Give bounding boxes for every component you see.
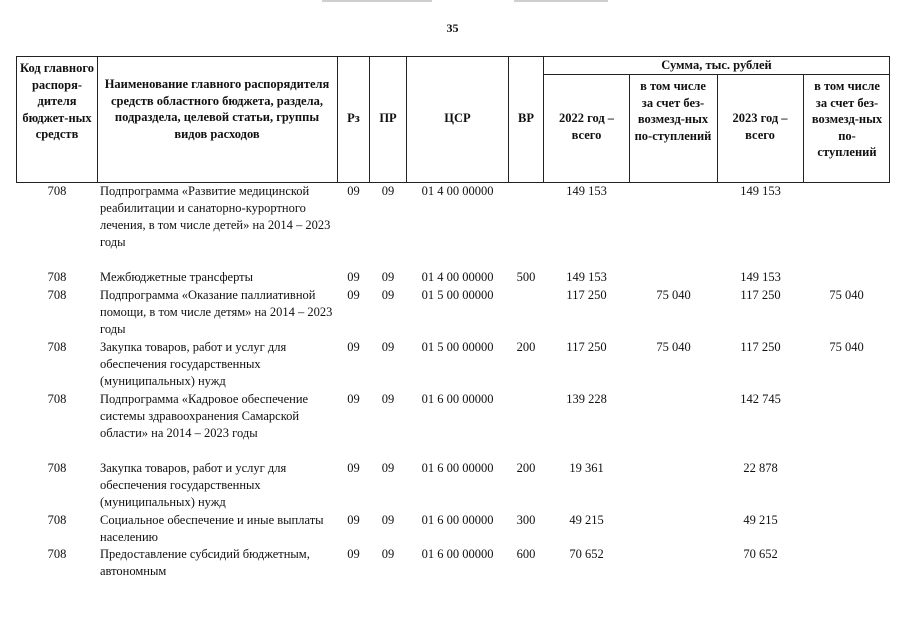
cell-csr: 01 6 00 00000 <box>421 547 494 561</box>
cell-code: 708 <box>47 184 67 198</box>
cell-2023-total: 142 745 <box>740 392 781 406</box>
cell-2023-total: 49 215 <box>743 513 778 527</box>
scan-artifact <box>322 0 432 2</box>
cell-2022-free: 75 040 <box>656 288 691 302</box>
cell-vr: 300 <box>516 513 536 527</box>
cell-csr: 01 6 00 00000 <box>421 461 494 475</box>
cell-code: 708 <box>47 461 67 475</box>
col-border <box>889 56 890 183</box>
header-rz: Рз <box>347 111 360 125</box>
cell-code: 708 <box>47 288 67 302</box>
cell-name: Подпрограмма «Развитие медицинской реабилитации и санаторно-курортного лечения, в том числе детей» на 2014 – 2023 годы <box>100 184 331 249</box>
cell-name: Закупка товаров, работ и услуг для обеспечения государственных (муниципальных) нужд <box>100 461 287 509</box>
cell-2023-total: 22 878 <box>743 461 778 475</box>
cell-vr: 500 <box>516 270 536 284</box>
cell-csr: 01 6 00 00000 <box>421 513 494 527</box>
cell-2022-total: 117 250 <box>566 288 607 302</box>
cell-2023-free: 75 040 <box>829 288 864 302</box>
cell-name: Предоставление субсидий бюджетным, автономным <box>100 547 310 578</box>
cell-2022-total: 117 250 <box>566 340 607 354</box>
cell-2023-free: 75 040 <box>829 340 864 354</box>
cell-pr: 09 <box>381 288 395 302</box>
cell-2022-total: 149 153 <box>566 184 607 198</box>
cell-name: Социальное обеспечение и иные выплаты населению <box>100 513 324 544</box>
cell-rz: 09 <box>347 392 360 406</box>
cell-2022-total: 19 361 <box>569 461 604 475</box>
cell-pr: 09 <box>381 392 395 406</box>
cell-code: 708 <box>47 270 67 284</box>
cell-name: Подпрограмма «Оказание паллиативной помощи, в том числе детям» на 2014 – 2023 годы <box>100 288 333 336</box>
cell-2022-total: 49 215 <box>569 513 604 527</box>
cell-pr: 09 <box>381 513 395 527</box>
cell-name: Закупка товаров, работ и услуг для обеспечения государственных (муниципальных) нужд <box>100 340 287 388</box>
cell-vr: 600 <box>516 547 536 561</box>
cell-pr: 09 <box>381 547 395 561</box>
cell-pr: 09 <box>381 461 395 475</box>
col-border <box>543 56 544 183</box>
cell-csr: 01 6 00 00000 <box>421 392 494 406</box>
cell-name: Подпрограмма «Кадровое обеспечение системы здравоохранения Самарской области» на 2014 – 2023 годы <box>100 392 309 440</box>
scan-artifact <box>514 0 608 2</box>
cell-rz: 09 <box>347 270 360 284</box>
cell-code: 708 <box>47 340 67 354</box>
cell-2022-total: 70 652 <box>569 547 604 561</box>
header-name: Наименование главного распорядителя средств областного бюджета, раздела, подраздела, целевой статьи, группы видов расходов <box>104 77 330 141</box>
cell-csr: 01 4 00 00000 <box>421 184 494 198</box>
cell-code: 708 <box>47 392 67 406</box>
cell-2023-total: 149 153 <box>740 184 781 198</box>
cell-csr: 01 5 00 00000 <box>421 340 494 354</box>
cell-code: 708 <box>47 547 67 561</box>
cell-2023-total: 117 250 <box>740 288 781 302</box>
cell-rz: 09 <box>347 184 360 198</box>
header-vr: ВР <box>518 111 534 125</box>
page-number: 35 <box>446 21 459 35</box>
cell-rz: 09 <box>347 461 360 475</box>
header-2023-free: в том числе за счет без-возмезд-ных по-ступлений <box>811 79 883 159</box>
header-pr: ПР <box>379 111 397 125</box>
cell-csr: 01 5 00 00000 <box>421 288 494 302</box>
cell-pr: 09 <box>381 340 395 354</box>
cell-rz: 09 <box>347 547 360 561</box>
col-border <box>97 56 98 183</box>
cell-rz: 09 <box>347 513 360 527</box>
header-sum-group: Сумма, тыс. рублей <box>661 58 772 72</box>
cell-name: Межбюджетные трансферты <box>100 270 254 284</box>
cell-2023-total: 149 153 <box>740 270 781 284</box>
header-2023-total: 2023 год – всего <box>732 111 788 142</box>
cell-2022-total: 149 153 <box>566 270 607 284</box>
cell-pr: 09 <box>381 270 395 284</box>
header-2022-free: в том числе за счет без-возмезд-ных по-ступлений <box>634 79 712 143</box>
col-border <box>717 74 718 183</box>
cell-rz: 09 <box>347 288 360 302</box>
cell-2022-free: 75 040 <box>656 340 691 354</box>
cell-code: 708 <box>47 513 67 527</box>
col-border <box>803 74 804 183</box>
cell-rz: 09 <box>347 340 360 354</box>
cell-pr: 09 <box>381 184 395 198</box>
header-csr: ЦСР <box>444 111 471 125</box>
cell-vr: 200 <box>516 461 536 475</box>
cell-2022-total: 139 228 <box>566 392 607 406</box>
cell-2023-total: 117 250 <box>740 340 781 354</box>
header-code: Код главного распоря-дителя бюджет-ных средств <box>20 61 94 141</box>
cell-csr: 01 4 00 00000 <box>421 270 494 284</box>
col-border <box>629 74 630 183</box>
cell-vr: 200 <box>516 340 536 354</box>
cell-2023-total: 70 652 <box>743 547 778 561</box>
header-2022-total: 2022 год – всего <box>558 111 615 142</box>
